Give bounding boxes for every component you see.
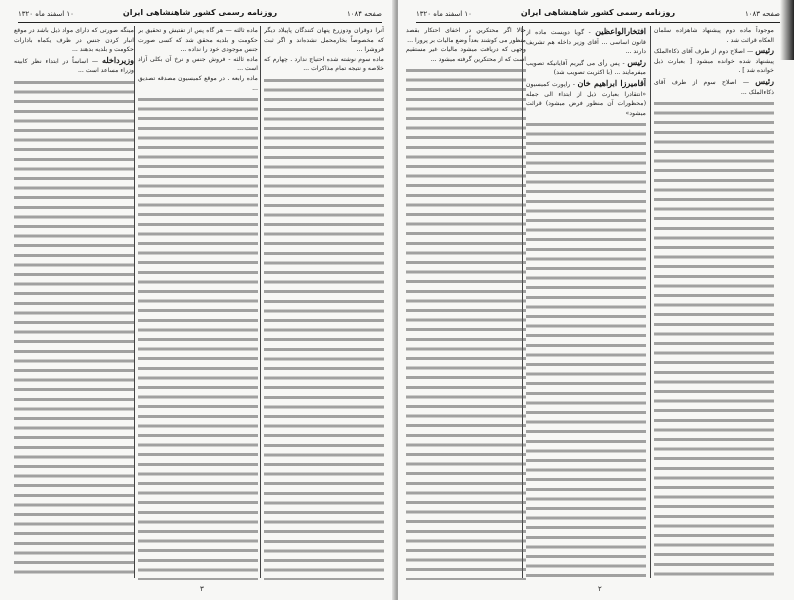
article-column <box>406 26 526 580</box>
paragraph: ماده رابعه . در موقع کمیسیون مصدقه تصدیق ... <box>138 74 258 92</box>
paragraph: — اساساً در ابتداء نظر کابینه وزراء مساعد است ... <box>14 57 134 75</box>
paragraph: — اصلاح دوم از طرف آقای ذکاءالملک پیشنهاد شده خوانده میشود [ بعبارت ذیل خوانده شد ] . <box>654 48 774 75</box>
article-column <box>654 26 774 580</box>
issue-date: ۱۰ اسفند ماه ۱۳۲۰ <box>416 10 472 18</box>
speaker-heading: رئیس <box>755 75 774 86</box>
column-divider <box>260 26 261 578</box>
page-header <box>18 8 382 23</box>
paragraph: وجهی که دریافت میشود مالیات غیر مستقیم است که از محتکرین گرفته میشود ... <box>406 46 526 63</box>
scan-edge-shadow <box>780 0 794 60</box>
paragraph: — اصلاح سوم از طرف آقای ذکاءالملک ... <box>654 78 774 96</box>
left-page <box>0 0 396 600</box>
paragraph: آنرا دوقران ودوزرع پنهان کنندگان پاپیلاد دیگر که مخصوصاً بخارمحمل نشده‌اند و اگر ثبت فروشرا ... <box>264 27 384 54</box>
page-number: صفحه ۱۰۸۳ <box>744 10 780 18</box>
paragraph: - گویا دویست ماده از قانون اساسی ... آقای وزیر داخله هم تشریف دارند ... <box>526 29 646 56</box>
article-column <box>526 26 646 580</box>
footer-mark: ۳ <box>200 585 204 593</box>
paragraph: ماده سوم نوشته شده احتیاج ندارد . چهارم که خلاصه و نتیجه تمام مذاکرات ... <box>264 55 384 73</box>
speaker-heading: افتخارالواعظین <box>595 26 646 36</box>
speaker-heading: رئیس <box>755 45 774 56</box>
body-text-lines <box>406 66 526 580</box>
right-page <box>398 0 794 600</box>
paragraph: موجوداً ماده دوم پیشنهاد شاهزاده سلمان العکاه قرائت شد . <box>654 27 774 44</box>
paragraph: مینگه صورتی که دارای مواد ذیل باشد در موقع انبار کردن جنس در ظرف یکماه بادارات حکومت و بلدیه بدهند ... <box>14 27 134 54</box>
body-text-lines <box>264 76 384 580</box>
page-number: صفحه ۱۰۸۴ <box>346 10 382 18</box>
body-text-lines <box>654 99 774 580</box>
paragraph: ماده ثالثه — هر گاه پس از تفتیش و تحقیق بر حکومت و بلدیه محقق شد که کسی صورت جنس موجودی خود را نداده ... <box>138 27 258 54</box>
speaker-heading: آقامیرزا ابراهیم خان <box>577 77 646 88</box>
footer-mark: ۲ <box>598 585 602 593</box>
body-text-lines <box>526 120 646 580</box>
column-divider <box>650 26 651 578</box>
paragraph: - پس رأی می گیریم آقایانیکه تصویب میفرمایند ... (با اکثریت تصویب شد) <box>526 59 646 77</box>
body-text-lines <box>138 95 258 580</box>
paragraph: ماده ثالثه - فروش جنس و نرخ آن بکلی آزاد است ... <box>138 55 258 73</box>
newspaper-title: روزنامه رسمی کشور شاهنشاهی ایران <box>520 8 676 17</box>
body-text-lines <box>14 78 134 580</box>
issue-date: ۱۰ اسفند ماه ۱۳۲۰ <box>18 10 74 18</box>
page-header <box>416 8 780 23</box>
article-column <box>138 26 258 580</box>
speaker-heading: وزیرداخله <box>101 54 134 65</box>
paragraph: - راپورت کمیسیون «انتقادرا بعبارت ذیل از ابتداء الی جمله (محظورات آن منظور فرض میشود) قرائت میشود» <box>526 80 646 117</box>
article-column <box>264 26 384 580</box>
speaker-heading: رئیس <box>627 56 646 67</box>
paragraph: حالا اگر محتکرین در اخفای احتکار بقصد منظور می کوشند بعداً وضع مالیات بر پرورا ... <box>406 27 526 44</box>
article-column <box>14 26 134 580</box>
column-divider <box>134 26 135 578</box>
newspaper-title: روزنامه رسمی کشور شاهنشاهی ایران <box>122 8 278 17</box>
